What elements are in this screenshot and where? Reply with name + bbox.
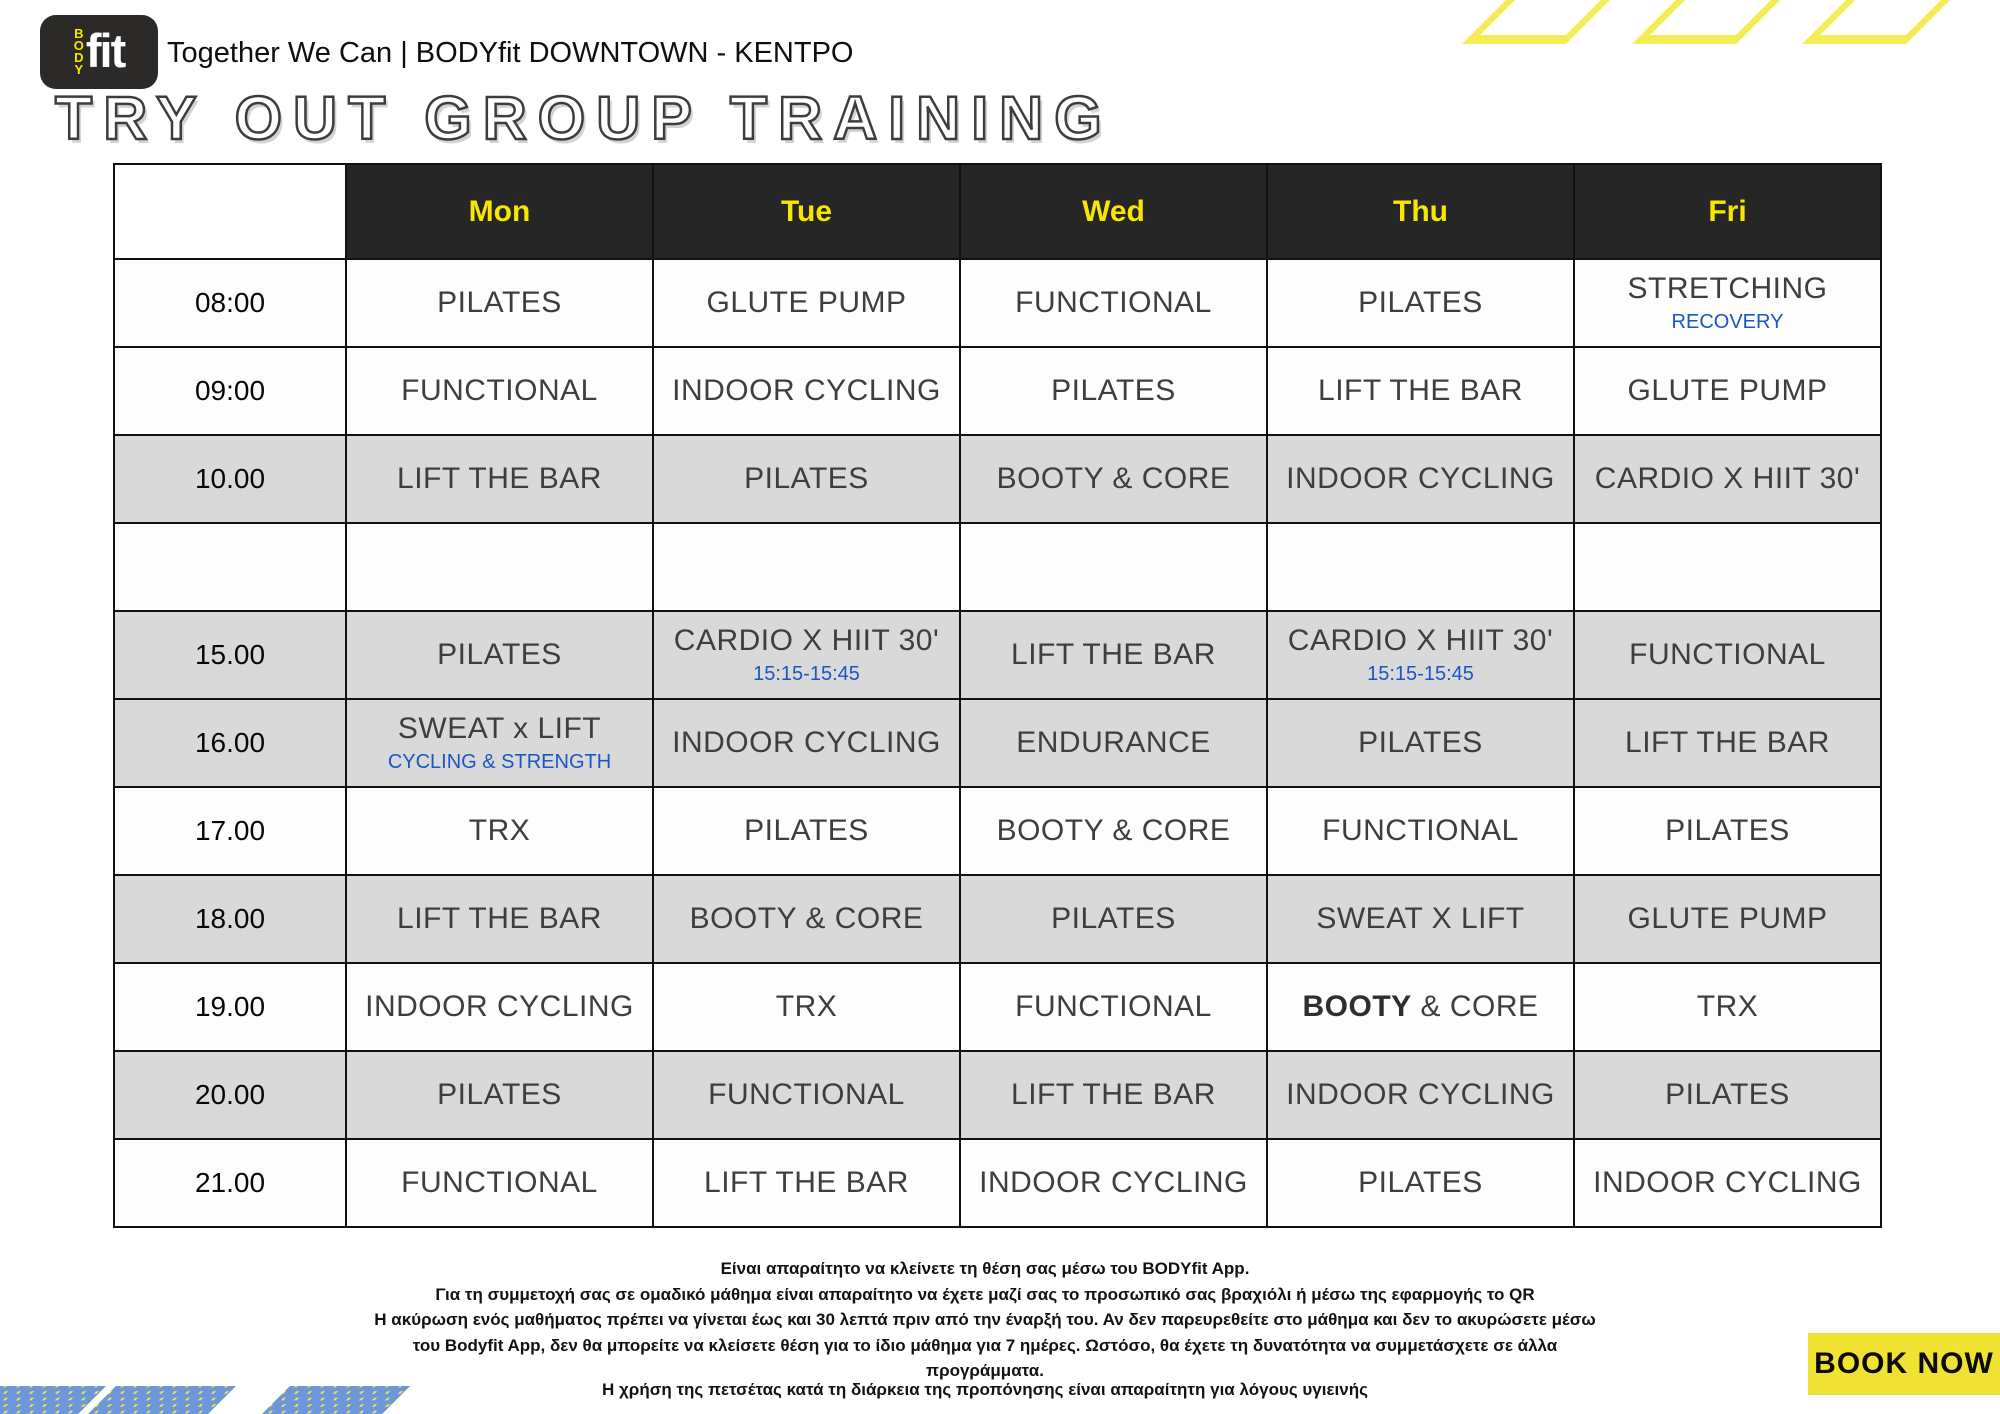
note-line: του Bodyfit App, δεν θα μπορείτε να κλείσετε θέση για το ίδιο μάθημα για 7 ημέρες. Ωστόσο, θα έχετε τη δυνατότητα να συμμετάσχετε σε άλλα <box>412 1335 1558 1355</box>
stripe-icon <box>1462 0 1662 44</box>
class-name: LIFT THE BAR <box>1625 726 1830 759</box>
day-header-row <box>114 164 1881 259</box>
day-header-tue: Tue <box>653 164 960 259</box>
class-name: BOOTY & CORE <box>996 814 1231 847</box>
booking-notes <box>90 1256 1880 1384</box>
tagline: Together We Can | BODYfit DOWNTOWN - ΚΕΝΤΡΟ <box>167 37 854 69</box>
class-name: PILATES <box>744 462 869 495</box>
class-name: INDOOR CYCLING <box>1286 462 1555 495</box>
class-name: CARDIO X HIIT 30' <box>1287 624 1554 657</box>
schedule-cell-tue <box>653 1051 960 1139</box>
class-name: PILATES <box>1358 726 1483 759</box>
schedule-cell-tue <box>653 435 960 523</box>
schedule-cell-tue <box>653 347 960 435</box>
stripe-icon <box>1802 0 2000 44</box>
class-subtitle: 15:15-15:45 <box>753 663 860 685</box>
schedule-cell-tue <box>653 1139 960 1227</box>
schedule-cell-thu <box>1267 435 1574 523</box>
schedule-cell-fri <box>1574 1139 1881 1227</box>
class-name: LIFT THE BAR <box>397 462 602 495</box>
note-line: Είναι απαραίτητο να κλείνετε τη θέση σας μέσω του BODYfit App. <box>720 1259 1250 1278</box>
schedule-cell-wed <box>960 699 1267 787</box>
logo-vertical-text: B O D Y <box>73 26 84 77</box>
class-name: INDOOR CYCLING <box>672 374 941 407</box>
schedule-cell-thu <box>1267 259 1574 347</box>
day-header-thu: Thu <box>1267 164 1574 259</box>
schedule-cell-wed <box>960 259 1267 347</box>
bodyfit-logo <box>40 15 158 89</box>
note-line: προγράμματα. <box>926 1361 1044 1380</box>
schedule-cell-mon <box>346 1051 653 1139</box>
table-row <box>114 699 1881 787</box>
schedule-cell-mon <box>346 699 653 787</box>
time-label: 16.00 <box>114 699 346 787</box>
schedule-cell-mon <box>346 523 653 611</box>
time-label: 20.00 <box>114 1051 346 1139</box>
time-label: 15.00 <box>114 611 346 699</box>
schedule-cell-mon <box>346 787 653 875</box>
class-name: STRETCHING <box>1627 272 1828 305</box>
time-label: 09:00 <box>114 347 346 435</box>
schedule-cell-fri <box>1574 435 1881 523</box>
class-name: ENDURANCE <box>1016 726 1211 759</box>
schedule-cell-wed <box>960 875 1267 963</box>
time-label <box>114 523 346 611</box>
class-name: GLUTE PUMP <box>706 286 907 319</box>
time-label: 10.00 <box>114 435 346 523</box>
schedule-cell-wed <box>960 523 1267 611</box>
time-label: 08:00 <box>114 259 346 347</box>
schedule-cell-tue <box>653 699 960 787</box>
schedule-cell-fri <box>1574 787 1881 875</box>
schedule-cell-mon <box>346 611 653 699</box>
note-line: Για τη συμμετοχή σας σε ομαδικό μάθημα είναι απαραίτητο να έχετε μαζί σας το προσωπικό σας βραχιόλι ή μέσω της εφαρμογής το QR <box>435 1284 1535 1304</box>
corner-cell <box>114 164 346 259</box>
schedule-cell-mon <box>346 1139 653 1227</box>
class-name: INDOOR CYCLING <box>365 990 634 1023</box>
schedule-cell-fri <box>1574 875 1881 963</box>
schedule-cell-fri <box>1574 1051 1881 1139</box>
schedule-table <box>113 163 1882 1228</box>
schedule-cell-thu <box>1267 875 1574 963</box>
class-name: FUNCTIONAL <box>708 1078 905 1111</box>
schedule-cell-thu <box>1267 963 1574 1051</box>
class-name: LIFT THE BAR <box>704 1166 909 1199</box>
table-row <box>114 1139 1881 1227</box>
class-name: SWEAT X LIFT <box>1316 902 1525 935</box>
table-row <box>114 963 1881 1051</box>
class-name: BOOTY & CORE <box>689 902 924 935</box>
schedule-cell-mon <box>346 259 653 347</box>
schedule-cell-tue <box>653 259 960 347</box>
class-name: PILATES <box>1665 814 1790 847</box>
class-subtitle: RECOVERY <box>1671 311 1784 333</box>
schedule-cell-mon <box>346 963 653 1051</box>
schedule-cell-thu <box>1267 1139 1574 1227</box>
table-row <box>114 611 1881 699</box>
schedule-cell-thu <box>1267 787 1574 875</box>
class-name: PILATES <box>1051 374 1176 407</box>
class-name: FUNCTIONAL <box>401 374 598 407</box>
schedule-cell-fri <box>1574 259 1881 347</box>
class-name: LIFT THE BAR <box>397 902 602 935</box>
table-row <box>114 259 1881 347</box>
schedule-cell-thu <box>1267 347 1574 435</box>
time-label: 21.00 <box>114 1139 346 1227</box>
class-name: GLUTE PUMP <box>1627 902 1828 935</box>
class-subtitle: CYCLING & STRENGTH <box>387 751 612 773</box>
schedule-cell-wed <box>960 1139 1267 1227</box>
class-name: PILATES <box>1358 1166 1483 1199</box>
logo-fit-text: fit <box>85 23 125 77</box>
class-name: LIFT THE BAR <box>1011 638 1216 671</box>
schedule-cell-fri <box>1574 699 1881 787</box>
class-name: FUNCTIONAL <box>1015 990 1212 1023</box>
class-name: FUNCTIONAL <box>1015 286 1212 319</box>
class-name: BOOTY & CORE <box>996 462 1231 495</box>
table-row <box>114 523 1881 611</box>
stripe-icon <box>1632 0 1832 44</box>
class-name: FUNCTIONAL <box>401 1166 598 1199</box>
time-label: 17.00 <box>114 787 346 875</box>
schedule-cell-wed <box>960 611 1267 699</box>
schedule-cell-thu <box>1267 1051 1574 1139</box>
schedule-cell-wed <box>960 1051 1267 1139</box>
schedule-cell-thu <box>1267 611 1574 699</box>
day-header-mon: Mon <box>346 164 653 259</box>
time-label: 19.00 <box>114 963 346 1051</box>
schedule-cell-mon <box>346 875 653 963</box>
table-row <box>114 787 1881 875</box>
schedule-cell-thu <box>1267 523 1574 611</box>
class-name: TRX <box>775 990 838 1023</box>
table-row <box>114 875 1881 963</box>
day-header-fri: Fri <box>1574 164 1881 259</box>
schedule-cell-fri <box>1574 523 1881 611</box>
class-name: LIFT THE BAR <box>1011 1078 1216 1111</box>
class-name: CARDIO X HIIT 30' <box>673 624 940 657</box>
schedule-cell-fri <box>1574 347 1881 435</box>
class-name: TRX <box>1696 990 1759 1023</box>
schedule-table-container <box>113 163 1882 1228</box>
schedule-cell-tue <box>653 787 960 875</box>
class-name: INDOOR CYCLING <box>979 1166 1248 1199</box>
schedule-cell-tue <box>653 963 960 1051</box>
top-right-stripes-decoration <box>1440 0 2000 52</box>
class-name: INDOOR CYCLING <box>1593 1166 1862 1199</box>
schedule-cell-mon <box>346 435 653 523</box>
schedule-cell-mon <box>346 347 653 435</box>
class-name: PILATES <box>1358 286 1483 319</box>
class-name: INDOOR CYCLING <box>1286 1078 1555 1111</box>
class-name: INDOOR CYCLING <box>672 726 941 759</box>
hygiene-note: Η χρήση της πετσέτας κατά τη διάρκεια της προπόνησης είναι απαραίτητη για λόγους υγιεινής <box>602 1380 1368 1399</box>
schedule-cell-tue <box>653 875 960 963</box>
class-name: PILATES <box>437 286 562 319</box>
book-now-button[interactable]: BOOK NOW <box>1808 1333 2000 1395</box>
note-line: Η ακύρωση ενός μαθήματος πρέπει να γίνεται έως και 30 λεπτά πριν από την έναρξή του. Αν δεν παρευρεθείτε στο μάθημα και δεν το ακυρώσετε μέσω <box>374 1310 1596 1329</box>
schedule-cell-fri <box>1574 963 1881 1051</box>
class-name: LIFT THE BAR <box>1318 374 1523 407</box>
class-subtitle: 15:15-15:45 <box>1367 663 1474 685</box>
schedule-cell-thu <box>1267 699 1574 787</box>
schedule-cell-wed <box>960 787 1267 875</box>
schedule-cell-tue <box>653 523 960 611</box>
class-name: PILATES <box>437 638 562 671</box>
class-name: FUNCTIONAL <box>1629 638 1826 671</box>
class-name: PILATES <box>437 1078 562 1111</box>
class-name: GLUTE PUMP <box>1627 374 1828 407</box>
class-name: CARDIO X HIIT 30' <box>1594 462 1861 495</box>
schedule-cell-fri <box>1574 611 1881 699</box>
day-header-wed: Wed <box>960 164 1267 259</box>
class-name: FUNCTIONAL <box>1322 814 1519 847</box>
schedule-cell-wed <box>960 963 1267 1051</box>
table-row <box>114 1051 1881 1139</box>
class-name: PILATES <box>744 814 869 847</box>
table-row <box>114 435 1881 523</box>
table-row <box>114 347 1881 435</box>
schedule-cell-wed <box>960 347 1267 435</box>
page-title: TRY OUT GROUP TRAINING <box>55 84 1113 152</box>
class-name: PILATES <box>1051 902 1176 935</box>
class-name: BOOTY & CORE <box>1302 990 1539 1023</box>
schedule-cell-wed <box>960 435 1267 523</box>
time-label: 18.00 <box>114 875 346 963</box>
class-name: TRX <box>468 814 531 847</box>
schedule-cell-tue <box>653 611 960 699</box>
class-name: PILATES <box>1665 1078 1790 1111</box>
class-name: SWEAT x LIFT <box>397 712 602 745</box>
